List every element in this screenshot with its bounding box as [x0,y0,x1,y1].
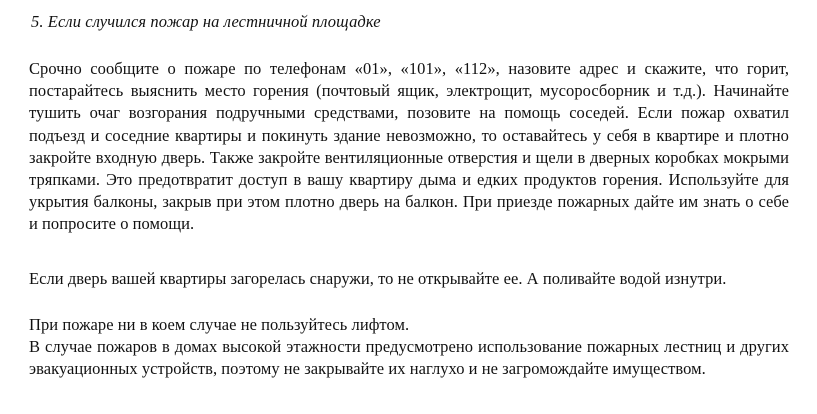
paragraph-burning-door-instructions: Если дверь вашей квартиры загорелась снаружи, то не открывайте ее. А поливайте водой изнутри. [29,269,727,288]
paragraph-elevator-warning: При пожаре ни в коем случае не пользуйтесь лифтом. [29,315,410,334]
paragraph-evacuation-devices: В случае пожаров в домах высокой этажности предусмотрено использование пожарных лестниц и других эвакуационных устройств, поэтому не закрывайте их наглухо и не загромождайте имуществом. [29,337,789,379]
section-heading: 5. Если случился пожар на лестничной площадке [31,12,381,31]
paragraph-fire-reporting-instructions: Срочно сообщите о пожаре по телефонам «01», «101», «112», назовите адрес и скажите, что горит, постарайтесь выяснить место горения (почтовый ящик, электрощит, мусоросборник и т.д.). Начинайте тушить очаг возгорания подручными средствами, позовите на помощь соседей. Если пожар охватил подъезд и соседние квартиры и покинуть здание невозможно, то оставайтесь у себя в квартире и плотно закройте входную дверь. Также закройте вентиляционные отверстия и щели в дверных коробках мокрыми тряпками. Это предотвратит доступ в вашу квартиру дыма и едких продуктов горения. Используйте для укрытия балконы, закрыв при этом плотно дверь на балкон. При приезде пожарных дайте им знать о себе и попросите о помощи. [29,59,789,234]
